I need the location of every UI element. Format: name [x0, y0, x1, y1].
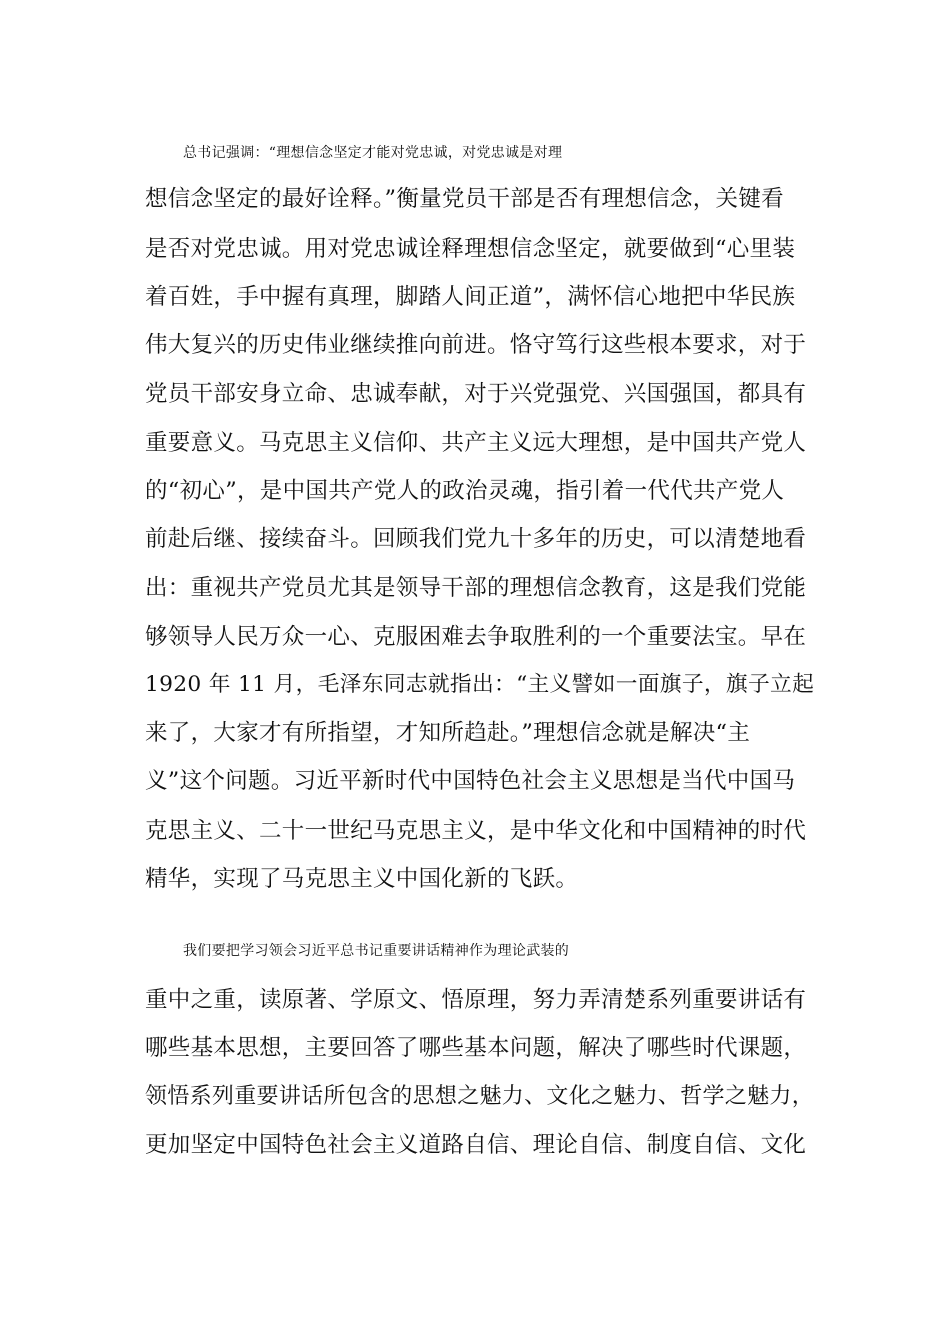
paragraph-line: 想信念坚定的最好诠释。”衡量党员干部是否有理想信念，关键看 — [145, 186, 784, 212]
paragraph-line: 是否对党忠诚。用对党忠诚诠释理想信念坚定，就要做到“心里装 — [145, 236, 796, 262]
paragraph-line: 来了，大家才有所指望，才知所趋赴。”理想信念就是解决“主 — [145, 720, 751, 746]
paragraph-line: 精华，实现了马克思主义中国化新的飞跃。 — [145, 866, 579, 892]
paragraph-line: 伟大复兴的历史伟业继续推向前进。恪守笃行这些根本要求，对于 — [145, 332, 807, 358]
paragraph-line: 总书记强调：“理想信念坚定才能对党忠诚，对党忠诚是对理 — [183, 145, 563, 161]
paragraph-line: 着百姓，手中握有真理，脚踏人间正道”，满怀信心地把中华民族 — [145, 284, 796, 310]
paragraph-line: 前赴后继、接续奋斗。回顾我们党九十多年的历史，可以清楚地看 — [145, 526, 807, 552]
paragraph-line: 够领导人民万众一心、克服困难去争取胜利的一个重要法宝。早在 — [145, 624, 807, 650]
paragraph-line: 重中之重，读原著、学原文、悟原理，努力弄清楚系列重要讲话有 — [145, 987, 807, 1013]
paragraph-line: 义”这个问题。习近平新时代中国特色社会主义思想是当代中国马 — [145, 768, 796, 794]
paragraph-line: 的“初心”，是中国共产党人的政治灵魂，指引着一代代共产党人 — [145, 478, 785, 504]
paragraph-line: 1920 年 11 月，毛泽东同志就指出：“主义譬如一面旗子，旗子立起 — [145, 672, 815, 697]
paragraph-line: 我们要把学习领会习近平总书记重要讲话精神作为理论武装的 — [183, 943, 570, 959]
paragraph-line: 哪些基本思想，主要回答了哪些基本问题，解决了哪些时代课题， — [145, 1035, 807, 1061]
paragraph-line: 领悟系列重要讲话所包含的思想之魅力、文化之魅力、哲学之魅力， — [145, 1084, 815, 1109]
paragraph-line: 出：重视共产党员尤其是领导干部的理想信念教育，这是我们党能 — [145, 575, 807, 601]
paragraph-line: 更加坚定中国特色社会主义道路自信、理论自信、制度自信、文化 — [145, 1132, 807, 1158]
paragraph-line: 重要意义。马克思主义信仰、共产主义远大理想，是中国共产党人 — [145, 430, 807, 456]
paragraph-line: 党员干部安身立命、忠诚奉献，对于兴党强党、兴国强国，都具有 — [145, 381, 807, 407]
paragraph-line: 克思主义、二十一世纪马克思主义，是中华文化和中国精神的时代 — [145, 818, 807, 844]
